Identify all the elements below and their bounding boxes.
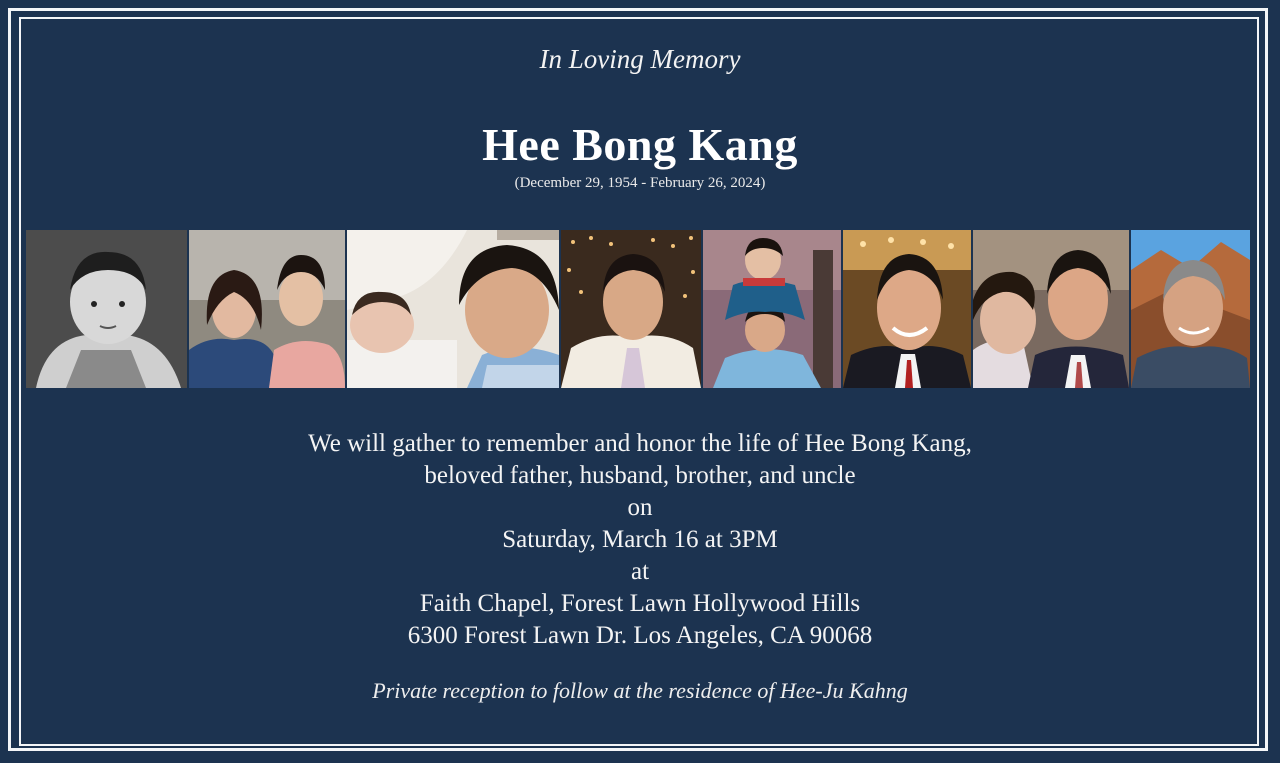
life-dates: (December 29, 1954 - February 26, 2024) <box>514 175 766 191</box>
announcement-line-venue: Faith Chapel, Forest Lawn Hollywood Hills <box>419 590 861 617</box>
photo-couple-beach <box>189 230 345 388</box>
reception-note: Private reception to follow at the residence of Hee-Ju Kahng <box>372 678 908 703</box>
announcement-line-gather: We will gather to remember and honor the life of Hee Bong Kang, <box>308 430 972 457</box>
deceased-name: Hee Bong Kang <box>482 119 798 170</box>
photo-baby-hanbok <box>26 230 187 388</box>
announcement-line-at: at <box>630 558 650 585</box>
in-loving-memory-heading: In Loving Memory <box>539 44 741 74</box>
photo-outdoors-mountains <box>1131 230 1250 388</box>
photo-kiss-cheek <box>973 230 1129 388</box>
announcement-line-date: Saturday, March 16 at 3PM <box>502 526 778 553</box>
photo-smiling-event <box>843 230 971 388</box>
announcement-line-address: 6300 Forest Lawn Dr. Los Angeles, CA 90068 <box>407 622 873 649</box>
announcement-line-on: on <box>627 494 653 521</box>
photo-young-man-lights <box>561 230 701 388</box>
photo-father-newborn <box>347 230 559 388</box>
announcement-line-beloved: beloved father, husband, brother, and uncle <box>424 462 856 489</box>
photo-child-on-shoulders <box>703 230 841 388</box>
announcement <box>0 428 1280 652</box>
photo-strip <box>26 230 1254 388</box>
